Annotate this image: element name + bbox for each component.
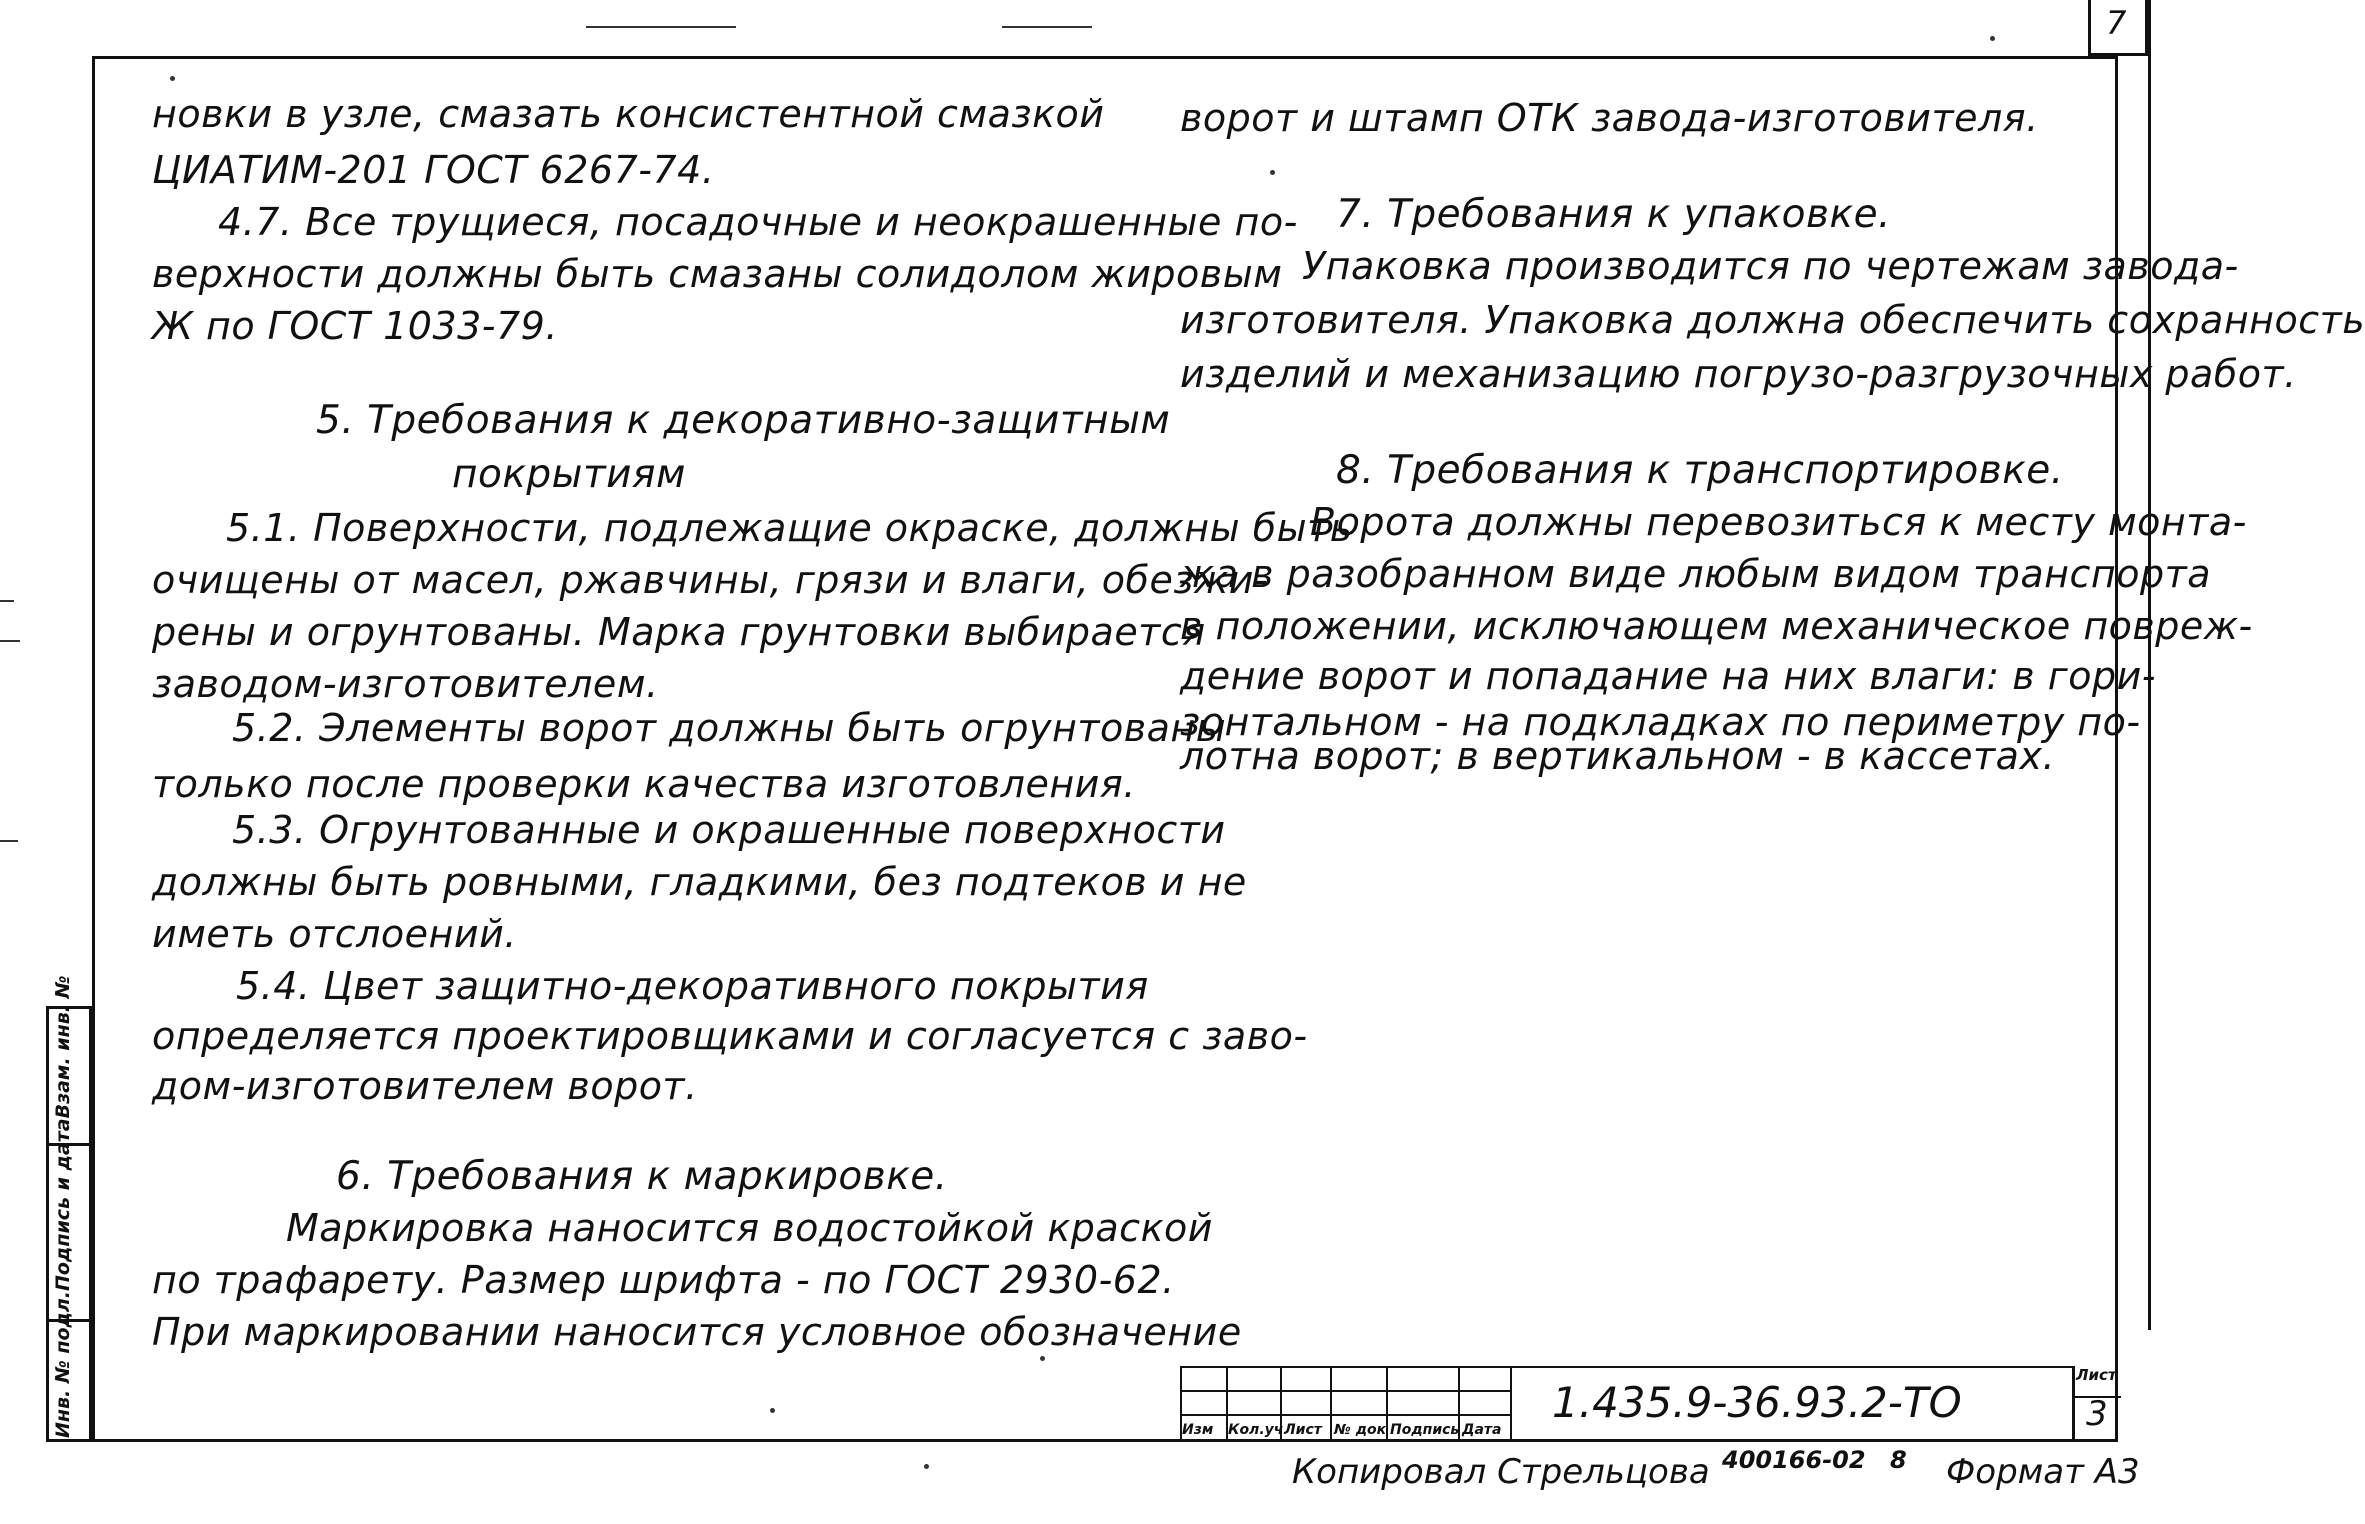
text-line: по трафарету. Размер шрифта - по ГОСТ 2930-62. bbox=[152, 1258, 1175, 1302]
text-line: Упаковка производится по чертежам завода- bbox=[1302, 244, 2239, 288]
text-line: очищены от масел, ржавчины, грязи и влаги, обезжи- bbox=[152, 558, 1269, 602]
sheet-label: Лист bbox=[2076, 1366, 2117, 1384]
side-label-inv: Инв. № подл. bbox=[52, 1290, 74, 1438]
side-label-replace: Взам. инв. № bbox=[52, 975, 74, 1119]
text-line: 5.4. Цвет защитно-декоративного покрытия bbox=[236, 964, 1149, 1008]
text-line: ЦИАТИМ-201 ГОСТ 6267-74. bbox=[152, 148, 715, 192]
title-col-podpis: Подпись bbox=[1390, 1422, 1460, 1438]
text-line: лотна ворот; в вертикальном - в кассетах. bbox=[1180, 734, 2056, 778]
text-line: изделий и механизацию погрузо-разгрузочных работ. bbox=[1180, 352, 2297, 396]
section-heading: 8. Требования к транспортировке. bbox=[1336, 448, 2064, 493]
text-line: иметь отслоений. bbox=[152, 912, 517, 956]
text-line: дение ворот и попадание на них влаги: в гори- bbox=[1180, 654, 2156, 698]
scan-dot bbox=[1040, 1356, 1045, 1361]
text-line: определяется проектировщиками и согласуется с заво- bbox=[152, 1014, 1308, 1058]
section-heading: 6. Требования к маркировке. bbox=[336, 1154, 948, 1199]
section-heading: покрытиям bbox=[452, 452, 686, 497]
text-line: новки в узле, смазать консистентной смазкой bbox=[152, 92, 1105, 136]
text-line: Ж по ГОСТ 1033-79. bbox=[152, 304, 558, 348]
text-line: должны быть ровными, гладкими, без подтеков и не bbox=[152, 860, 1247, 904]
text-line: рены и огрунтованы. Марка грунтовки выбирается bbox=[152, 610, 1206, 654]
text-line: зонтальном - на подкладках по периметру по- bbox=[1180, 700, 2141, 744]
text-line: При маркировании наносится условное обозначение bbox=[152, 1310, 1242, 1354]
text-line: только после проверки качества изготовления. bbox=[152, 762, 1136, 806]
text-line: изготовителя. Упаковка должна обеспечить сохранность bbox=[1180, 298, 2365, 342]
text-line: 4.7. Все трущиеся, посадочные и неокрашенные по- bbox=[218, 200, 1298, 244]
paper-format: Формат А3 bbox=[1946, 1452, 2140, 1492]
scan-dot bbox=[1270, 170, 1275, 175]
scan-dot bbox=[924, 1464, 929, 1469]
text-line: Ворота должны перевозиться к месту монта- bbox=[1310, 500, 2247, 544]
scan-dot bbox=[170, 76, 175, 81]
document-code: 1.435.9-36.93.2-ТО bbox=[1552, 1378, 1962, 1427]
side-stamp-labels bbox=[52, 975, 74, 1438]
title-col-koluch: Кол.уч bbox=[1228, 1422, 1284, 1438]
text-line: Маркировка наносится водостойкой краской bbox=[286, 1206, 1213, 1250]
section-heading: 7. Требования к упаковке. bbox=[1336, 192, 1891, 237]
text-line: верхности должны быть смазаны солидолом жировым bbox=[152, 252, 1283, 296]
text-line: дом-изготовителем ворот. bbox=[152, 1064, 698, 1108]
side-label-sign: Подпись и дата bbox=[52, 1118, 74, 1291]
text-line: 5.1. Поверхности, подлежащие окраске, должны быть bbox=[226, 506, 1353, 550]
text-line: заводом-изготовителем. bbox=[152, 662, 659, 706]
text-line: ворот и штамп ОТК завода-изготовителя. bbox=[1180, 96, 2039, 140]
scan-dot bbox=[1990, 36, 1995, 41]
title-col-list: Лист bbox=[1284, 1422, 1322, 1438]
text-line: в положении, исключающем механическое повреж- bbox=[1180, 604, 2253, 648]
scan-dot bbox=[770, 1408, 775, 1413]
sheet-number: 3 bbox=[2086, 1394, 2108, 1434]
copied-by: Копировал Стрельцова bbox=[1292, 1452, 1710, 1492]
title-col-izm: Изм bbox=[1182, 1422, 1214, 1438]
order-suffix: 8 bbox=[1890, 1446, 1907, 1474]
text-line: жа в разобранном виде любым видом транспорта bbox=[1180, 552, 2212, 596]
section-heading: 5. Требования к декоративно-защитным bbox=[316, 398, 1171, 443]
title-col-ndok: № док bbox=[1334, 1422, 1387, 1438]
text-line: 5.3. Огрунтованные и окрашенные поверхности bbox=[232, 808, 1226, 852]
text-line: 5.2. Элементы ворот должны быть огрунтованы bbox=[232, 706, 1227, 750]
page-number: 7 bbox=[2106, 4, 2127, 42]
title-col-data: Дата bbox=[1462, 1422, 1502, 1438]
order-number: 400166-02 bbox=[1722, 1446, 1866, 1474]
